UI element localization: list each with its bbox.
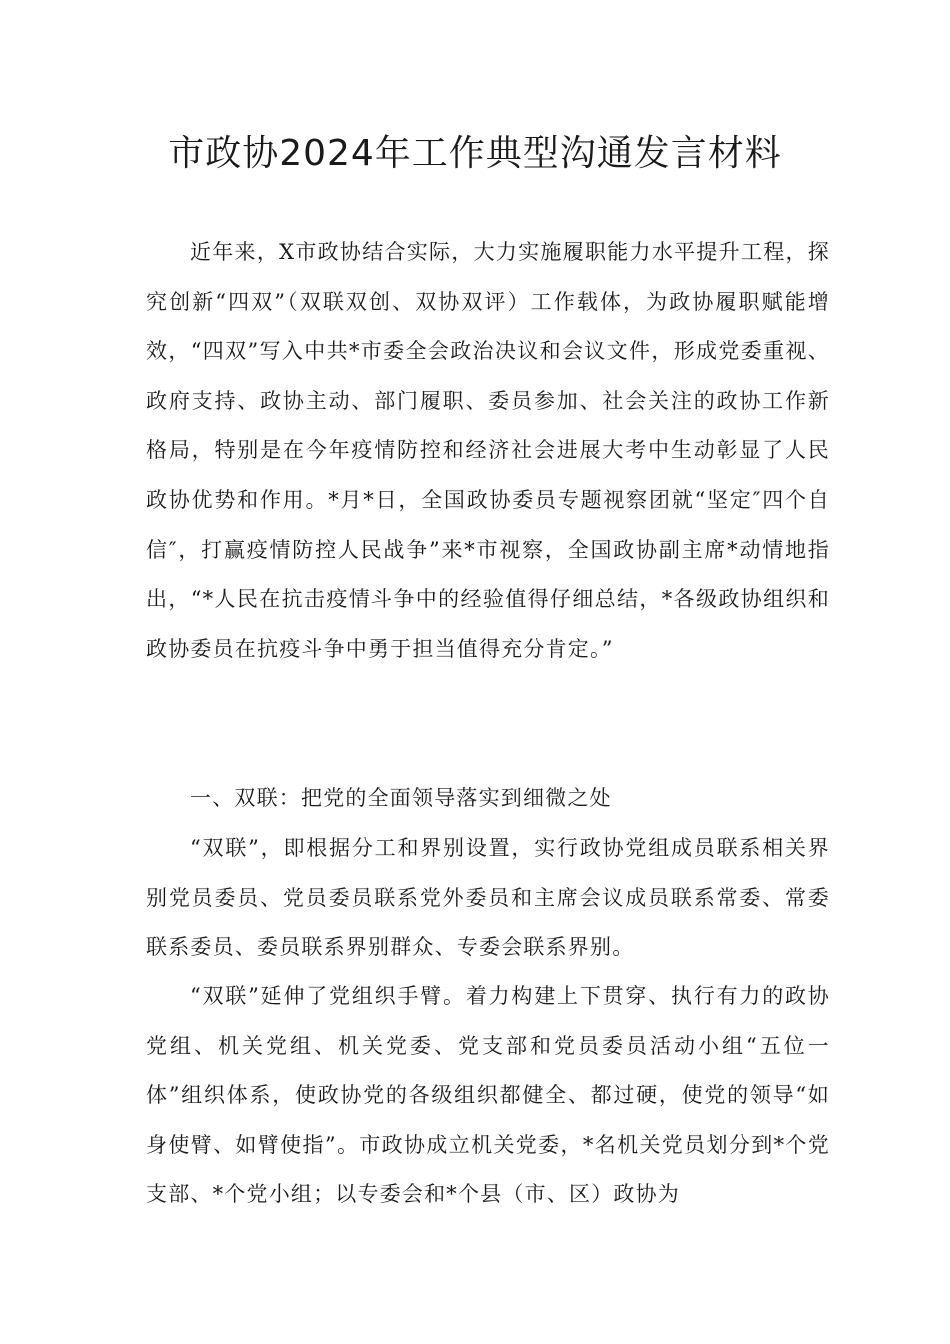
section-paragraph: “双联”，即根据分工和界别设置，实行政协党组成员联系相关界别党员委员、党员委员联系党外委员和主席会议成员联系常委、常委联系委员、委员联系界别群众、专委会联系界别。 <box>146 836 830 960</box>
section-heading: 一、双联：把党的全面领导落实到细微之处 <box>190 786 612 810</box>
document-title: 市政协2024年工作典型沟通发言材料 <box>168 133 782 174</box>
intro-paragraph: 近年来，X市政协结合实际，大力实施履职能力水平提升工程，探究创新“四双”（双联双创、双协双评）工作载体，为政协履职赋能增效，“四双”写入中共*市委全会政治决议和会议文件，形成党委重视、政府支持、政协主动、部门履职、委员参加、社会关注的政协工作新格局，特别是在今年疫情防控和经济社会进展大考中生动彰显了人民政协优势和作用。*月*日，全国政协委员专题视察团就“坚定″四个自信″，打赢疫情防控人民战争”来*市视察，全国政协副主席*动情地指出，“*人民在抗击疫情斗争中的经验值得仔细总结，*各级政协组织和政协委员在抗疫斗争中勇于担当值得充分肯定。” <box>146 240 830 661</box>
section-paragraph: “双联”延伸了党组织手臂。着力构建上下贯穿、执行有力的政协党组、机关党组、机关党委、党支部和党员委员活动小组“五位一体”组织体系，使政协党的各级组织都健全、都过硬，使党的领导“如身使臂、如臂使指”。市政协成立机关党委，*名机关党员划分到*个党支部、*个党小组；以专委会和*个县（市、区）政协为 <box>146 984 830 1207</box>
